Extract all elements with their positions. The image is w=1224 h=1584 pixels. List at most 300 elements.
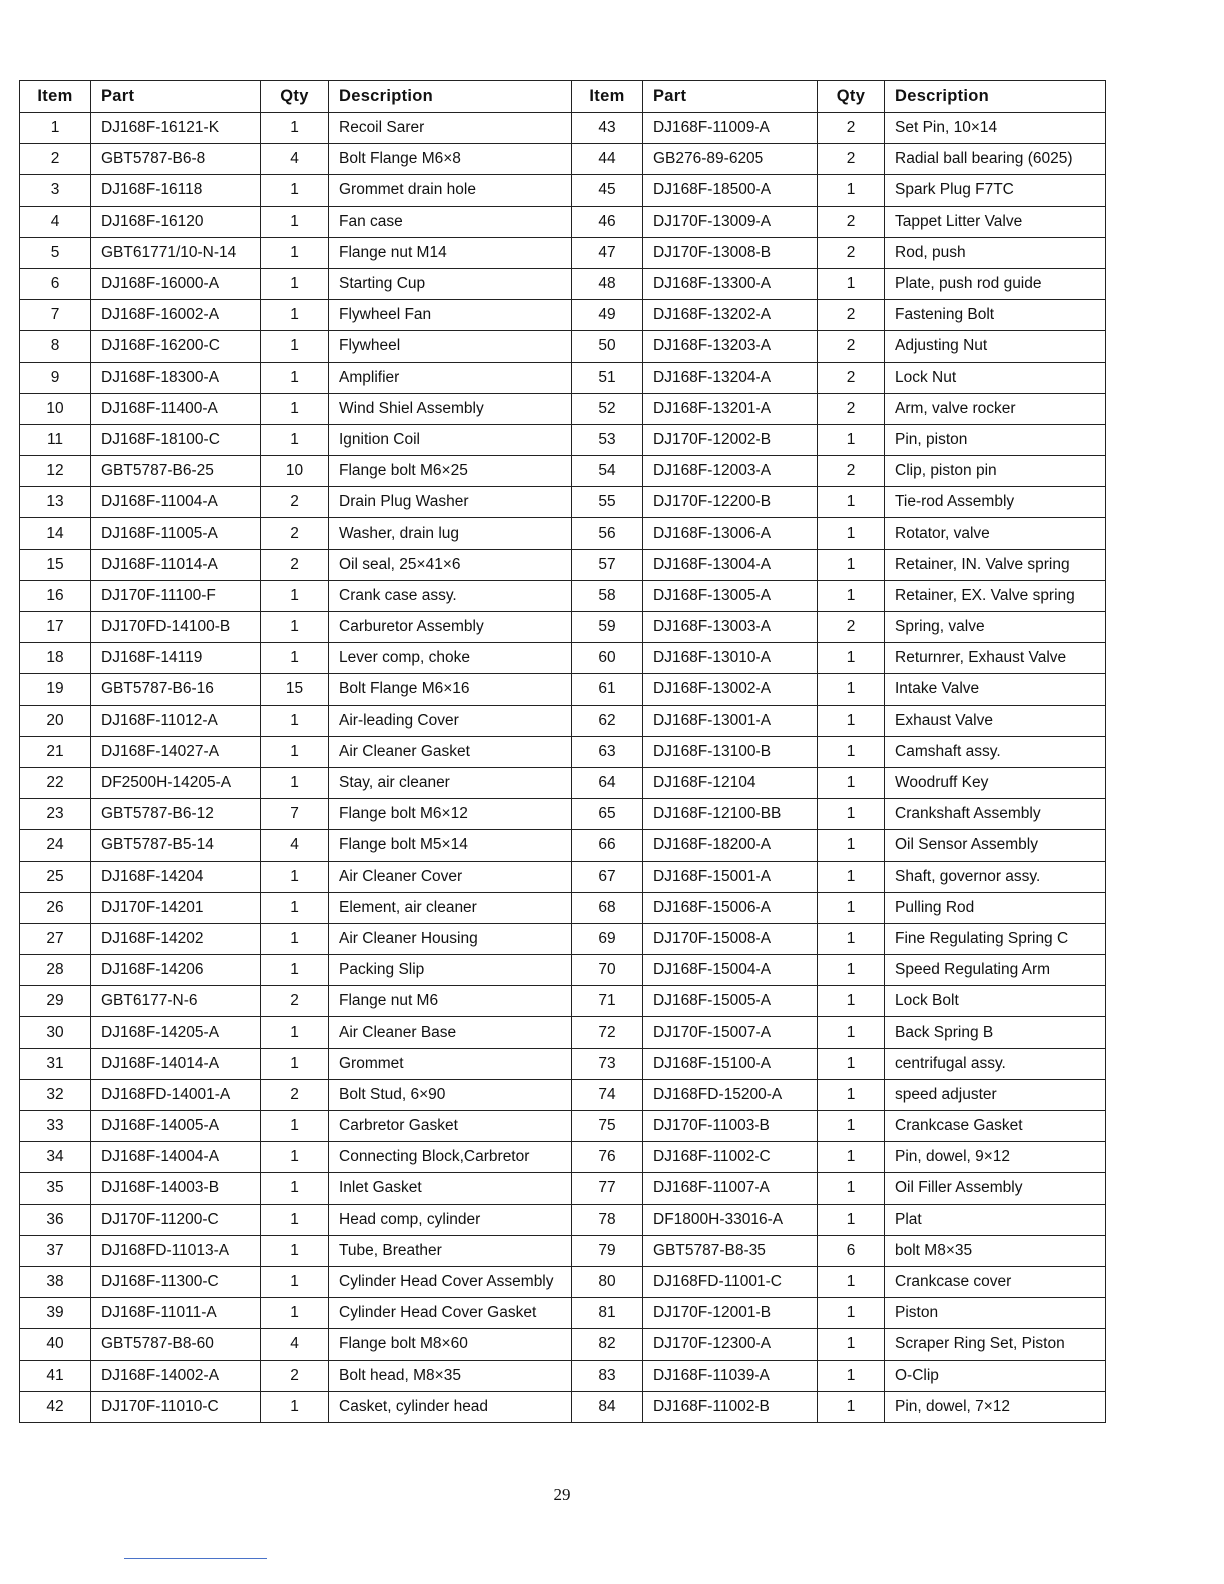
- table-row: [20, 1360, 1106, 1391]
- part-cell-right: DJ170F-12200-B: [643, 487, 818, 518]
- qty-cell-right: 6: [818, 1235, 885, 1266]
- part-cell-left: DJ168F-16200-C: [91, 331, 261, 362]
- part-cell-right: DJ170F-15007-A: [643, 1017, 818, 1048]
- item-cell-right: 84: [572, 1391, 643, 1422]
- part-cell-left: DJ170F-11010-C: [91, 1391, 261, 1422]
- description-cell-left: Bolt Stud, 6×90: [329, 1079, 572, 1110]
- item-cell-right: 80: [572, 1266, 643, 1297]
- item-cell-left: 32: [20, 1079, 91, 1110]
- description-cell-right: Plat: [885, 1204, 1106, 1235]
- item-cell-left: 29: [20, 986, 91, 1017]
- description-cell-right: Tie-rod Assembly: [885, 487, 1106, 518]
- description-cell-right: Exhaust Valve: [885, 705, 1106, 736]
- part-cell-left: GBT5787-B6-8: [91, 144, 261, 175]
- header-qty-left: Qty: [261, 81, 329, 113]
- item-cell-right: 68: [572, 892, 643, 923]
- description-cell-right: speed adjuster: [885, 1079, 1106, 1110]
- item-cell-left: 27: [20, 923, 91, 954]
- part-cell-left: DJ168F-16002-A: [91, 300, 261, 331]
- table-row: [20, 1079, 1106, 1110]
- qty-cell-right: 1: [818, 892, 885, 923]
- item-cell-left: 21: [20, 736, 91, 767]
- item-cell-left: 34: [20, 1142, 91, 1173]
- qty-cell-right: 1: [818, 268, 885, 299]
- qty-cell-right: 2: [818, 144, 885, 175]
- qty-cell-left: 1: [261, 767, 329, 798]
- part-cell-left: GBT5787-B6-12: [91, 799, 261, 830]
- description-cell-right: Lock Bolt: [885, 986, 1106, 1017]
- description-cell-left: Bolt Flange M6×16: [329, 674, 572, 705]
- qty-cell-left: 1: [261, 268, 329, 299]
- table-row: [20, 113, 1106, 144]
- part-cell-left: DJ168F-14027-A: [91, 736, 261, 767]
- description-cell-left: Bolt head, M8×35: [329, 1360, 572, 1391]
- qty-cell-right: 2: [818, 206, 885, 237]
- description-cell-right: Fastening Bolt: [885, 300, 1106, 331]
- qty-cell-right: 2: [818, 362, 885, 393]
- header-description-right: Description: [885, 81, 1106, 113]
- description-cell-left: Air Cleaner Housing: [329, 923, 572, 954]
- part-cell-left: GBT61771/10-N-14: [91, 237, 261, 268]
- description-cell-right: Clip, piston pin: [885, 456, 1106, 487]
- table-row: [20, 1111, 1106, 1142]
- part-cell-right: DJ168F-18200-A: [643, 830, 818, 861]
- part-cell-left: DJ168F-11014-A: [91, 549, 261, 580]
- description-cell-left: Air-leading Cover: [329, 705, 572, 736]
- part-cell-right: DJ170F-13009-A: [643, 206, 818, 237]
- part-cell-right: DJ168F-13005-A: [643, 580, 818, 611]
- description-cell-right: Tappet Litter Valve: [885, 206, 1106, 237]
- description-cell-left: Air Cleaner Gasket: [329, 736, 572, 767]
- item-cell-left: 39: [20, 1298, 91, 1329]
- parts-table: [19, 80, 1106, 1423]
- table-row: [20, 1329, 1106, 1360]
- qty-cell-left: 1: [261, 955, 329, 986]
- qty-cell-left: 15: [261, 674, 329, 705]
- table-row: [20, 362, 1106, 393]
- part-cell-left: DJ170F-11100-F: [91, 580, 261, 611]
- part-cell-left: DF2500H-14205-A: [91, 767, 261, 798]
- qty-cell-left: 2: [261, 1360, 329, 1391]
- item-cell-right: 43: [572, 113, 643, 144]
- item-cell-left: 4: [20, 206, 91, 237]
- qty-cell-left: 1: [261, 1048, 329, 1079]
- description-cell-right: Plate, push rod guide: [885, 268, 1106, 299]
- part-cell-left: DJ168F-14204: [91, 861, 261, 892]
- qty-cell-left: 10: [261, 456, 329, 487]
- qty-cell-left: 1: [261, 175, 329, 206]
- part-cell-right: DJ170F-11003-B: [643, 1111, 818, 1142]
- qty-cell-left: 1: [261, 1173, 329, 1204]
- qty-cell-left: 1: [261, 892, 329, 923]
- item-cell-right: 69: [572, 923, 643, 954]
- description-cell-left: Recoil Sarer: [329, 113, 572, 144]
- description-cell-right: Woodruff Key: [885, 767, 1106, 798]
- description-cell-left: Head comp, cylinder: [329, 1204, 572, 1235]
- part-cell-right: DJ168F-11039-A: [643, 1360, 818, 1391]
- part-cell-left: DJ170F-14201: [91, 892, 261, 923]
- description-cell-right: O-Clip: [885, 1360, 1106, 1391]
- qty-cell-right: 1: [818, 175, 885, 206]
- part-cell-left: DJ168F-14205-A: [91, 1017, 261, 1048]
- part-cell-left: DJ168F-11400-A: [91, 393, 261, 424]
- table-row: [20, 1391, 1106, 1422]
- description-cell-left: Fan case: [329, 206, 572, 237]
- description-cell-left: Starting Cup: [329, 268, 572, 299]
- part-cell-left: DJ168F-11300-C: [91, 1266, 261, 1297]
- item-cell-right: 45: [572, 175, 643, 206]
- part-cell-right: DJ168F-12003-A: [643, 456, 818, 487]
- table-row: [20, 144, 1106, 175]
- header-part-right: Part: [643, 81, 818, 113]
- qty-cell-left: 1: [261, 580, 329, 611]
- item-cell-right: 74: [572, 1079, 643, 1110]
- qty-cell-left: 1: [261, 923, 329, 954]
- part-cell-right: DJ170F-15008-A: [643, 923, 818, 954]
- part-cell-left: DJ168F-18100-C: [91, 424, 261, 455]
- item-cell-left: 16: [20, 580, 91, 611]
- qty-cell-left: 1: [261, 424, 329, 455]
- item-cell-left: 42: [20, 1391, 91, 1422]
- qty-cell-right: 1: [818, 1204, 885, 1235]
- qty-cell-right: 1: [818, 1266, 885, 1297]
- qty-cell-right: 2: [818, 331, 885, 362]
- header-item-right: Item: [572, 81, 643, 113]
- table-row: [20, 767, 1106, 798]
- description-cell-left: Bolt Flange M6×8: [329, 144, 572, 175]
- item-cell-right: 59: [572, 612, 643, 643]
- qty-cell-right: 1: [818, 830, 885, 861]
- item-cell-left: 33: [20, 1111, 91, 1142]
- part-cell-left: DJ168F-16120: [91, 206, 261, 237]
- page-number: 29: [553, 1485, 571, 1504]
- description-cell-right: Intake Valve: [885, 674, 1106, 705]
- description-cell-right: Piston: [885, 1298, 1106, 1329]
- item-cell-left: 2: [20, 144, 91, 175]
- part-cell-left: DJ170FD-14100-B: [91, 612, 261, 643]
- item-cell-left: 10: [20, 393, 91, 424]
- description-cell-left: Flange nut M6: [329, 986, 572, 1017]
- table-row: [20, 549, 1106, 580]
- item-cell-left: 30: [20, 1017, 91, 1048]
- qty-cell-right: 1: [818, 1298, 885, 1329]
- part-cell-right: DJ168F-13201-A: [643, 393, 818, 424]
- item-cell-right: 63: [572, 736, 643, 767]
- qty-cell-left: 1: [261, 1298, 329, 1329]
- item-cell-left: 38: [20, 1266, 91, 1297]
- table-row: [20, 393, 1106, 424]
- header-description-left: Description: [329, 81, 572, 113]
- description-cell-right: Arm, valve rocker: [885, 393, 1106, 424]
- header-part-left: Part: [91, 81, 261, 113]
- description-cell-left: Flange bolt M6×12: [329, 799, 572, 830]
- part-cell-right: DJ168FD-15200-A: [643, 1079, 818, 1110]
- description-cell-left: Cylinder Head Cover Gasket: [329, 1298, 572, 1329]
- description-cell-left: Flange bolt M5×14: [329, 830, 572, 861]
- qty-cell-right: 1: [818, 1329, 885, 1360]
- item-cell-right: 66: [572, 830, 643, 861]
- item-cell-left: 36: [20, 1204, 91, 1235]
- qty-cell-right: 1: [818, 487, 885, 518]
- part-cell-right: DJ168F-15005-A: [643, 986, 818, 1017]
- table-row: [20, 580, 1106, 611]
- item-cell-right: 77: [572, 1173, 643, 1204]
- part-cell-left: DJ168F-14202: [91, 923, 261, 954]
- part-cell-right: DJ168F-13100-B: [643, 736, 818, 767]
- table-row: [20, 705, 1106, 736]
- description-cell-left: Element, air cleaner: [329, 892, 572, 923]
- item-cell-left: 7: [20, 300, 91, 331]
- description-cell-left: Lever comp, choke: [329, 643, 572, 674]
- item-cell-right: 70: [572, 955, 643, 986]
- part-cell-right: DJ168F-13004-A: [643, 549, 818, 580]
- qty-cell-left: 1: [261, 1204, 329, 1235]
- part-cell-left: DJ168F-14003-B: [91, 1173, 261, 1204]
- table-row: [20, 1048, 1106, 1079]
- part-cell-right: DJ168F-13001-A: [643, 705, 818, 736]
- qty-cell-right: 2: [818, 237, 885, 268]
- qty-cell-right: 1: [818, 518, 885, 549]
- part-cell-left: DJ168F-11005-A: [91, 518, 261, 549]
- part-cell-right: DJ168F-15001-A: [643, 861, 818, 892]
- table-row: [20, 799, 1106, 830]
- description-cell-left: Grommet drain hole: [329, 175, 572, 206]
- description-cell-right: Oil Sensor Assembly: [885, 830, 1106, 861]
- item-cell-right: 55: [572, 487, 643, 518]
- item-cell-left: 15: [20, 549, 91, 580]
- part-cell-left: DJ168F-14004-A: [91, 1142, 261, 1173]
- description-cell-left: Air Cleaner Cover: [329, 861, 572, 892]
- item-cell-right: 76: [572, 1142, 643, 1173]
- qty-cell-left: 1: [261, 1111, 329, 1142]
- item-cell-left: 3: [20, 175, 91, 206]
- qty-cell-right: 1: [818, 424, 885, 455]
- part-cell-right: DJ168F-18500-A: [643, 175, 818, 206]
- table-row: [20, 331, 1106, 362]
- description-cell-left: Connecting Block,Carbretor: [329, 1142, 572, 1173]
- description-cell-right: Spring, valve: [885, 612, 1106, 643]
- table-header-row: [20, 81, 1106, 113]
- part-cell-left: DJ168F-11011-A: [91, 1298, 261, 1329]
- qty-cell-left: 2: [261, 518, 329, 549]
- table-row: [20, 1173, 1106, 1204]
- qty-cell-right: 1: [818, 1111, 885, 1142]
- item-cell-left: 35: [20, 1173, 91, 1204]
- part-cell-right: DJ168F-13002-A: [643, 674, 818, 705]
- table-row: [20, 861, 1106, 892]
- description-cell-right: Crankshaft Assembly: [885, 799, 1106, 830]
- qty-cell-left: 2: [261, 1079, 329, 1110]
- qty-cell-right: 1: [818, 986, 885, 1017]
- item-cell-right: 72: [572, 1017, 643, 1048]
- part-cell-left: GBT5787-B6-25: [91, 456, 261, 487]
- description-cell-right: Scraper Ring Set, Piston: [885, 1329, 1106, 1360]
- item-cell-left: 11: [20, 424, 91, 455]
- qty-cell-left: 7: [261, 799, 329, 830]
- description-cell-right: Camshaft assy.: [885, 736, 1106, 767]
- description-cell-left: Flange bolt M6×25: [329, 456, 572, 487]
- item-cell-left: 18: [20, 643, 91, 674]
- part-cell-left: DJ168F-18300-A: [91, 362, 261, 393]
- description-cell-left: Crank case assy.: [329, 580, 572, 611]
- qty-cell-left: 1: [261, 393, 329, 424]
- qty-cell-right: 1: [818, 1079, 885, 1110]
- table-row: [20, 487, 1106, 518]
- table-row: [20, 237, 1106, 268]
- part-cell-left: GBT6177-N-6: [91, 986, 261, 1017]
- qty-cell-left: 4: [261, 144, 329, 175]
- qty-cell-left: 1: [261, 1391, 329, 1422]
- description-cell-left: Grommet: [329, 1048, 572, 1079]
- part-cell-right: DJ168F-12100-BB: [643, 799, 818, 830]
- description-cell-right: Speed Regulating Arm: [885, 955, 1106, 986]
- description-cell-right: Fine Regulating Spring C: [885, 923, 1106, 954]
- part-cell-right: DJ168F-11009-A: [643, 113, 818, 144]
- part-cell-right: DJ168F-13203-A: [643, 331, 818, 362]
- table-row: [20, 1298, 1106, 1329]
- qty-cell-right: 1: [818, 861, 885, 892]
- qty-cell-right: 1: [818, 1173, 885, 1204]
- item-cell-right: 48: [572, 268, 643, 299]
- qty-cell-right: 2: [818, 113, 885, 144]
- qty-cell-left: 1: [261, 300, 329, 331]
- table-row: [20, 1017, 1106, 1048]
- qty-cell-left: 1: [261, 206, 329, 237]
- item-cell-right: 81: [572, 1298, 643, 1329]
- item-cell-right: 50: [572, 331, 643, 362]
- description-cell-right: Retainer, IN. Valve spring: [885, 549, 1106, 580]
- description-cell-left: Flange nut M14: [329, 237, 572, 268]
- qty-cell-right: 1: [818, 1360, 885, 1391]
- item-cell-left: 1: [20, 113, 91, 144]
- table-row: [20, 1142, 1106, 1173]
- qty-cell-right: 1: [818, 767, 885, 798]
- item-cell-right: 57: [572, 549, 643, 580]
- item-cell-left: 41: [20, 1360, 91, 1391]
- qty-cell-left: 1: [261, 237, 329, 268]
- description-cell-left: Tube, Breather: [329, 1235, 572, 1266]
- item-cell-right: 73: [572, 1048, 643, 1079]
- item-cell-left: 20: [20, 705, 91, 736]
- item-cell-left: 31: [20, 1048, 91, 1079]
- qty-cell-right: 2: [818, 612, 885, 643]
- qty-cell-right: 1: [818, 1048, 885, 1079]
- item-cell-left: 8: [20, 331, 91, 362]
- part-cell-right: DJ168F-13003-A: [643, 612, 818, 643]
- item-cell-left: 26: [20, 892, 91, 923]
- table-row: [20, 424, 1106, 455]
- parts-table-body: [20, 113, 1106, 1423]
- part-cell-left: DJ168F-16000-A: [91, 268, 261, 299]
- part-cell-left: GBT5787-B5-14: [91, 830, 261, 861]
- description-cell-right: Lock Nut: [885, 362, 1106, 393]
- item-cell-left: 22: [20, 767, 91, 798]
- qty-cell-left: 1: [261, 1017, 329, 1048]
- part-cell-right: DJ168F-13300-A: [643, 268, 818, 299]
- description-cell-left: Packing Slip: [329, 955, 572, 986]
- part-cell-right: DJ168F-15006-A: [643, 892, 818, 923]
- part-cell-left: DJ168F-11012-A: [91, 705, 261, 736]
- part-cell-right: DJ170F-12300-A: [643, 1329, 818, 1360]
- item-cell-right: 61: [572, 674, 643, 705]
- table-row: [20, 830, 1106, 861]
- qty-cell-left: 2: [261, 549, 329, 580]
- item-cell-right: 60: [572, 643, 643, 674]
- item-cell-right: 82: [572, 1329, 643, 1360]
- part-cell-left: GBT5787-B6-16: [91, 674, 261, 705]
- item-cell-right: 49: [572, 300, 643, 331]
- item-cell-left: 19: [20, 674, 91, 705]
- description-cell-left: Ignition Coil: [329, 424, 572, 455]
- table-row: [20, 736, 1106, 767]
- description-cell-right: Pin, dowel, 7×12: [885, 1391, 1106, 1422]
- description-cell-right: Returnrer, Exhaust Valve: [885, 643, 1106, 674]
- part-cell-right: DJ168F-13204-A: [643, 362, 818, 393]
- qty-cell-right: 1: [818, 799, 885, 830]
- item-cell-left: 17: [20, 612, 91, 643]
- description-cell-left: Carbretor Gasket: [329, 1111, 572, 1142]
- qty-cell-right: 1: [818, 643, 885, 674]
- description-cell-left: Washer, drain lug: [329, 518, 572, 549]
- qty-cell-left: 1: [261, 861, 329, 892]
- part-cell-right: DF1800H-33016-A: [643, 1204, 818, 1235]
- description-cell-right: Pulling Rod: [885, 892, 1106, 923]
- description-cell-right: Back Spring B: [885, 1017, 1106, 1048]
- table-row: [20, 206, 1106, 237]
- qty-cell-right: 1: [818, 955, 885, 986]
- table-row: [20, 674, 1106, 705]
- table-row: [20, 518, 1106, 549]
- description-cell-left: Flywheel: [329, 331, 572, 362]
- description-cell-left: Wind Shiel Assembly: [329, 393, 572, 424]
- qty-cell-left: 1: [261, 362, 329, 393]
- description-cell-right: Set Pin, 10×14: [885, 113, 1106, 144]
- qty-cell-left: 2: [261, 487, 329, 518]
- item-cell-right: 79: [572, 1235, 643, 1266]
- description-cell-right: Radial ball bearing (6025): [885, 144, 1106, 175]
- table-row: [20, 612, 1106, 643]
- part-cell-right: DJ168F-12104: [643, 767, 818, 798]
- item-cell-right: 67: [572, 861, 643, 892]
- item-cell-left: 40: [20, 1329, 91, 1360]
- qty-cell-right: 1: [818, 1017, 885, 1048]
- item-cell-left: 13: [20, 487, 91, 518]
- description-cell-left: Flange bolt M8×60: [329, 1329, 572, 1360]
- table-row: [20, 268, 1106, 299]
- table-row: [20, 955, 1106, 986]
- item-cell-right: 44: [572, 144, 643, 175]
- description-cell-right: Spark Plug F7TC: [885, 175, 1106, 206]
- description-cell-left: Amplifier: [329, 362, 572, 393]
- part-cell-right: DJ168F-11002-B: [643, 1391, 818, 1422]
- part-cell-left: DJ168FD-11013-A: [91, 1235, 261, 1266]
- item-cell-right: 52: [572, 393, 643, 424]
- part-cell-right: DJ168F-11007-A: [643, 1173, 818, 1204]
- item-cell-left: 23: [20, 799, 91, 830]
- part-cell-right: DJ168F-15100-A: [643, 1048, 818, 1079]
- item-cell-right: 65: [572, 799, 643, 830]
- item-cell-left: 5: [20, 237, 91, 268]
- part-cell-left: GBT5787-B8-60: [91, 1329, 261, 1360]
- table-row: [20, 1204, 1106, 1235]
- qty-cell-left: 1: [261, 113, 329, 144]
- description-cell-right: Adjusting Nut: [885, 331, 1106, 362]
- description-cell-right: centrifugal assy.: [885, 1048, 1106, 1079]
- item-cell-right: 53: [572, 424, 643, 455]
- description-cell-right: Crankcase cover: [885, 1266, 1106, 1297]
- part-cell-right: DJ168F-11002-C: [643, 1142, 818, 1173]
- item-cell-left: 37: [20, 1235, 91, 1266]
